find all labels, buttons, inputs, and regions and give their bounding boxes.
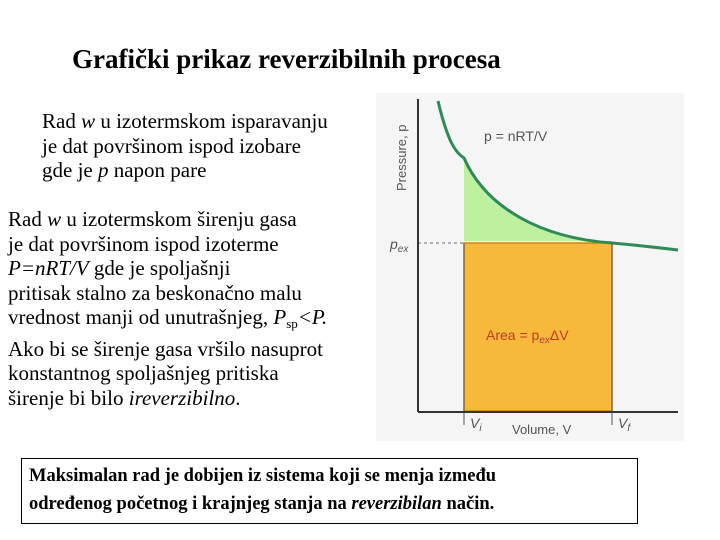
summary-line-2: određenog početnog i krajnjeg stanja na reverzibilan način. [29,494,495,514]
y-axis-label: Pressure, p [394,124,409,191]
summary-box [21,458,638,524]
reversible-work-area [464,158,612,243]
para1-line-3: gde je p napon pare [42,158,207,182]
para2-line-4: pritisak stalno za beskonačno malu [8,280,302,305]
page-title: Grafički prikaz reverzibilnih procesa [72,44,501,74]
vi-label: $V_i$ [470,415,482,434]
vf-label: $V_f$ [618,415,631,434]
x-axis-label: Volume, V [512,422,572,437]
para2-line-3: P=nRT/V gde je spoljašnji [8,256,231,280]
para2-line-1: Rad w u izotermskom širenju gasa [8,207,297,231]
para2-line-2: je dat površinom ispod izoterme [8,231,279,256]
para2-line-6: Ako bi se širenje gasa vršilo nasuprot [8,336,323,361]
summary-line-1: Maksimalan rad je dobijen iz sistema koji se menja između [29,466,497,486]
para1-line-2: je dat površinom ispod izobare [42,133,301,158]
pressure-volume-diagram [376,93,684,441]
para2-line-7: konstantnog spoljašnjeg pritiska [8,361,279,385]
expansion-paragraph [8,207,383,410]
para1-line-1: Rad w u izotermskom isparavanju [42,109,328,133]
area-label: Area = $p_{ex}\Delta V$ [486,327,569,346]
pex-label: $p_{ex}$ [390,236,409,255]
para2-line-5: vrednost manji od unutrašnjeg, $P_{sp}<P$. [8,305,328,331]
para2-line-8: širenje bi bilo ireverzibilno. [8,385,241,410]
vaporization-paragraph [42,109,382,183]
curve-label: p = nRT/V [484,128,548,144]
